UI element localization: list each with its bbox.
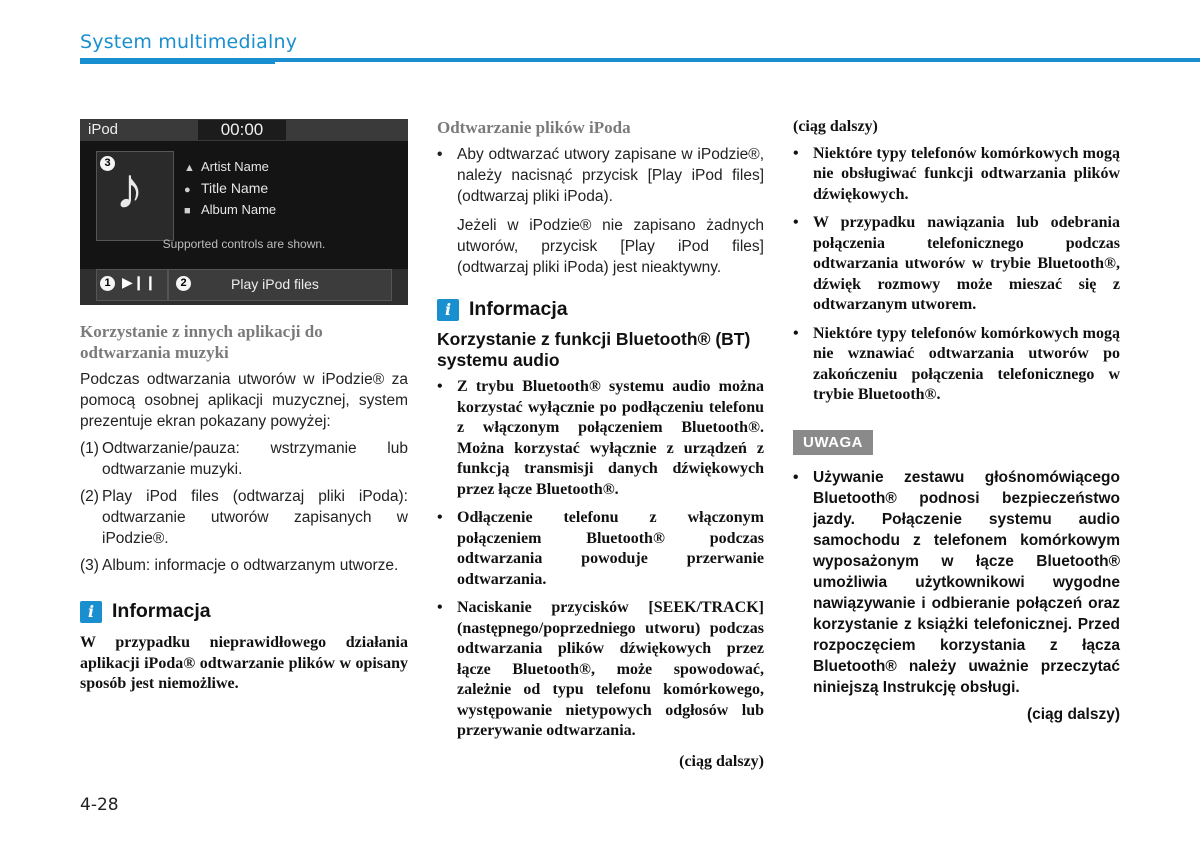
callout-badge-2: 2 [176, 276, 191, 291]
continued-note: (ciąg dalszy) [679, 752, 764, 770]
info-header [437, 298, 764, 321]
info-label: Informacja [112, 600, 211, 622]
bullet-mark: • [437, 599, 443, 616]
column-right [793, 117, 1120, 725]
list-item [793, 144, 1120, 206]
warning-text: Używanie zestawu głośnomówiącego Bluetooth® podnosi bezpieczeństwo jazdy. Połączenie systemu audio samochodu z telefonem komórkowym wyposażonym w łącze Bluetooth® umożliwia użytkownikowi wygodne nawiązywanie i odbieranie połączeń oraz korzystanie z książki telefonicznej. Przed rozpoczęciem korzystania z łącza Bluetooth® należy uważnie przeczytać niniejszą Instrukcję obsługi. [813, 468, 1120, 696]
bullet-mark: • [437, 378, 443, 395]
ipod-screen-illustration [80, 119, 408, 305]
callout-badge-3: 3 [100, 156, 115, 171]
column-left [80, 119, 408, 695]
continued-note: (ciąg dalszy) [793, 118, 878, 135]
list-item-text: Play iPod files (odtwarzaj pliki iPoda): odtwarzanie utworów zapisanych w iPodzie®. [102, 488, 408, 547]
music-note-icon: ♪ [115, 156, 144, 221]
list-item-text: Aby odtwarzać utwory zapisane w iPodzie®, należy nacisnąć przycisk [Play iPod files] (odtwarzaj pliki iPoda). [457, 146, 764, 205]
list-item-text: Niektóre typy telefonów komórkowych mogą nie obsługiwać funkcji odtwarzania plików dźwiękowych. [813, 144, 1120, 203]
list-item [793, 324, 1120, 406]
intro-paragraph: Podczas odtwarzania utworów w iPodzie® za pomocą osobnej aplikacji muzycznej, system prezentuje ekran pokazany powyżej: [80, 371, 408, 430]
bullet-mark: • [793, 468, 799, 486]
bullet-mark: • [793, 214, 799, 231]
list-item [80, 555, 408, 576]
list-item-number: (1) [80, 440, 99, 457]
list-item [80, 486, 408, 549]
title-row [184, 180, 268, 196]
column-middle [437, 117, 764, 772]
section-heading: Odtwarzanie plików iPoda [437, 118, 631, 137]
list-item [437, 508, 764, 590]
warning-item [793, 467, 1120, 698]
list-item-text: W przypadku nawiązania lub odebrania połączenia telefonicznego podczas odtwarzania utworów w trybie Bluetooth®, dźwięk rozmowy może mieszać się z odtwarzanym utworem. [813, 214, 1120, 313]
list-item [793, 213, 1120, 316]
list-item-text: Album: informacje o odtwarzanym utworze. [102, 557, 399, 574]
list-item [437, 598, 764, 742]
info-icon: i [437, 299, 459, 321]
list-item [437, 144, 764, 207]
list-item-number: (3) [80, 557, 99, 574]
info-subheading: Korzystanie z funkcji Bluetooth® (BT) systemu audio [437, 329, 751, 370]
bullet-continuation: Jeżeli w iPodzie® nie zapisano żadnych utworów, przycisk [Play iPod files] (odtwarzaj pliki iPoda) jest nieaktywny. [457, 217, 764, 276]
screen-time: 00:00 [198, 120, 286, 140]
artist-name: Artist Name [201, 159, 269, 174]
list-item-number: (2) [80, 488, 99, 505]
bullet-mark: • [793, 324, 799, 342]
bullet-mark: • [793, 144, 799, 162]
info-text: W przypadku nieprawidłowego działania aplikacji iPoda® odtwarzanie plików w opisany sposób jest niemożliwe. [80, 634, 408, 692]
list-item-text: Niektóre typy telefonów komórkowych mogą nie wznawiać odtwarzania utworów po zakończeniu połączenia telefonicznego w trybie Bluetooth®. [813, 324, 1120, 403]
play-ipod-files-label: Play iPod files [231, 276, 319, 292]
list-item [80, 438, 408, 480]
screen-source-label: iPod [88, 121, 119, 138]
album-name: Album Name [201, 202, 277, 217]
list-item-text: Naciskanie przycisków [SEEK/TRACK] (następnego/poprzedniego utworu) podczas odtwarzania plików dźwiękowych przez łącze Bluetooth®, może spowodować, zależnie od typu telefonu komórkowego, występowanie nietypowych odgłosów lub przerywanie odtwarzania. [457, 599, 764, 739]
play-pause-icon: ▶❙❙ [122, 274, 157, 290]
page-number: 4-28 [80, 795, 119, 815]
screen-message: Supported controls are shown. [162, 237, 326, 251]
info-header [80, 600, 408, 623]
header-rule-accent [80, 62, 275, 64]
warning-badge: UWAGA [793, 430, 873, 455]
bullet-mark: • [437, 146, 443, 163]
bullet-mark: • [437, 509, 443, 526]
section-title: System multimedialny [80, 31, 298, 53]
person-icon: ▲ [184, 162, 195, 174]
disc-icon: ● [184, 184, 191, 196]
title-name: Title Name [201, 180, 269, 196]
info-icon: i [80, 601, 102, 623]
callout-badge-1: 1 [100, 276, 115, 291]
info-label: Informacja [469, 298, 568, 320]
list-item-text: Odłączenie telefonu z włączonym połączeniem Bluetooth® podczas odtwarzania powoduje przerwanie odtwarzania. [457, 509, 764, 588]
list-item-text: Z trybu Bluetooth® systemu audio można korzystać wyłącznie po podłączeniu telefonu z włączonym połączeniem Bluetooth®. Można korzystać wyłącznie z urządzeń z funkcją transmisji danych dźwiękowych przez łącze Bluetooth®. [457, 378, 764, 498]
album-row [184, 202, 276, 217]
artist-row [184, 159, 269, 174]
play-ipod-files-button [168, 269, 392, 301]
section-heading: Korzystanie z innych aplikacji do odtwarzania muzyki [80, 322, 323, 362]
list-item [437, 377, 764, 500]
album-icon: ■ [184, 205, 191, 217]
continued-note: (ciąg dalszy) [1026, 705, 1120, 723]
list-item-text: Odtwarzanie/pauza: wstrzymanie lub odtwarzanie muzyki. [102, 440, 408, 478]
